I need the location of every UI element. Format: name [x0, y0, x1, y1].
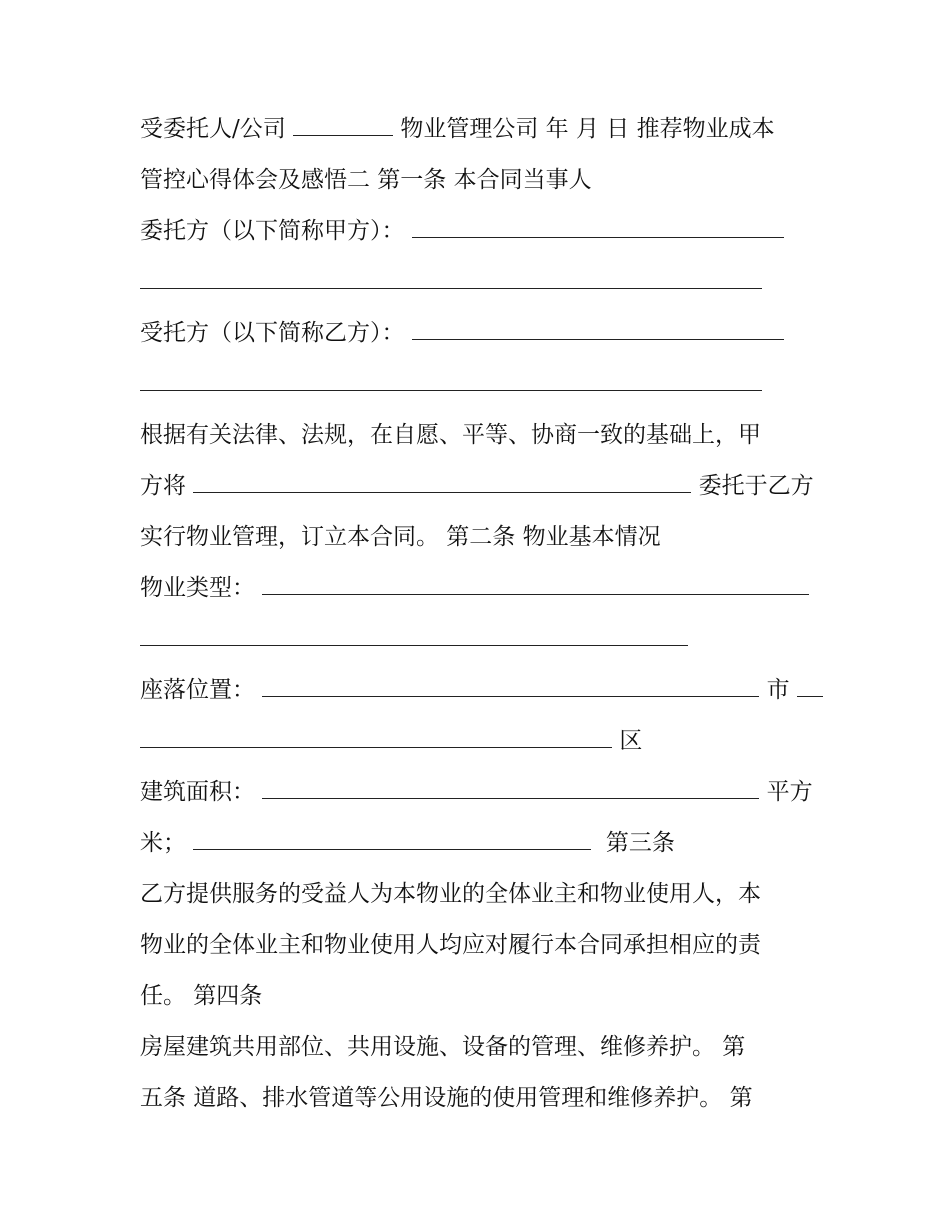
- line-20-text: 五条 道路、排水管道等公用设施的使用管理和维修养护。 第: [140, 1085, 753, 1111]
- fill-in-blank-area-note[interactable]: [193, 825, 591, 850]
- fill-in-blank-district[interactable]: [140, 723, 612, 748]
- text-line-5: [140, 314, 812, 352]
- line-2-text: 管控心得体会及感悟二 第一条 本合同当事人: [140, 167, 592, 193]
- fill-in-blank-company[interactable]: [293, 111, 393, 136]
- text-line-20: [140, 1079, 812, 1117]
- location-label: 座落位置：: [140, 677, 255, 703]
- fill-in-blank-client-party[interactable]: [412, 213, 784, 238]
- line-18-text: 任。 第四条: [140, 983, 263, 1009]
- district-label: 区: [619, 728, 643, 754]
- text-line-18: [140, 977, 812, 1015]
- line-16-text: 乙方提供服务的受益人为本物业的全体业主和物业使用人，本: [140, 881, 761, 907]
- building-area-label: 建筑面积：: [140, 779, 255, 805]
- line-8-text-b: 委托于乙方: [698, 473, 814, 499]
- text-line-14: [140, 773, 812, 811]
- text-line-7: [140, 416, 812, 454]
- agent-party-label: 受托方（以下简称乙方）：: [140, 320, 405, 346]
- fill-in-blank-building-area[interactable]: [262, 774, 759, 799]
- text-line-19: [140, 1028, 812, 1066]
- square-unit-text: 平方: [766, 779, 813, 805]
- text-line-10: [140, 569, 812, 607]
- line-1-text-b: 物业管理公司 年 月 日 推荐物业成本: [400, 116, 775, 142]
- text-line-15: [140, 824, 812, 862]
- text-line-2: [140, 161, 812, 199]
- fill-in-blank-agent-party[interactable]: [412, 315, 784, 340]
- text-line-9: [140, 518, 812, 556]
- text-line-1: [140, 110, 812, 148]
- line-1-text-a: 受委托人/公司: [140, 116, 286, 142]
- line-9-text: 实行物业管理，订立本合同。 第二条 物业基本情况: [140, 524, 661, 550]
- fill-in-blank-city[interactable]: [797, 672, 823, 697]
- client-party-label: 委托方（以下简称甲方）：: [140, 218, 405, 244]
- fill-in-blank-property-type-cont[interactable]: [140, 621, 688, 646]
- article-three-heading: 第三条: [598, 830, 675, 856]
- text-line-11: [140, 620, 812, 658]
- text-line-3: [140, 212, 812, 250]
- fill-in-blank-client-party-cont[interactable]: [140, 264, 762, 289]
- fill-in-blank-property-name[interactable]: [193, 468, 691, 493]
- fill-in-blank-agent-party-cont[interactable]: [140, 366, 762, 391]
- text-line-4: [140, 263, 812, 301]
- text-line-16: [140, 875, 812, 913]
- property-type-label: 物业类型：: [140, 575, 255, 601]
- text-line-12: [140, 671, 812, 709]
- meter-unit-text: 米；: [140, 830, 186, 856]
- line-19-text: 房屋建筑共用部位、共用设施、设备的管理、维修养护。 第: [140, 1034, 746, 1060]
- city-label: 市: [766, 677, 790, 703]
- line-17-text: 物业的全体业主和物业使用人均应对履行本合同承担相应的责: [140, 932, 761, 958]
- fill-in-blank-location[interactable]: [262, 672, 759, 697]
- line-7-text: 根据有关法律、法规，在自愿、平等、协商一致的基础上，甲: [140, 422, 761, 448]
- text-line-6: [140, 365, 812, 403]
- fill-in-blank-property-type[interactable]: [262, 570, 809, 595]
- text-line-17: [140, 926, 812, 964]
- text-line-8: [140, 467, 812, 505]
- text-line-13: [140, 722, 812, 760]
- line-8-text-a: 方将: [140, 473, 186, 499]
